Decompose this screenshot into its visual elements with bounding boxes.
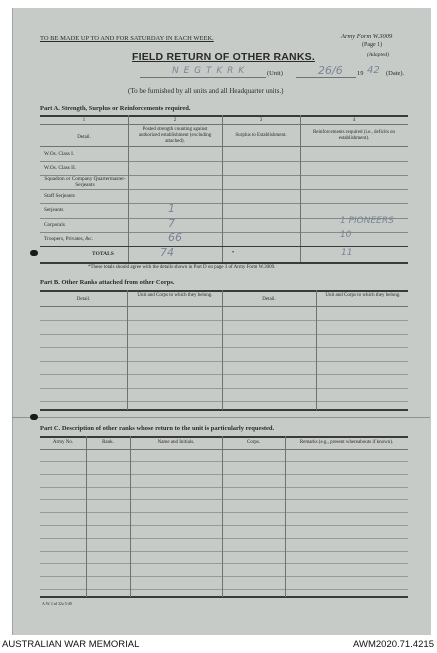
part-a-bottom-rule xyxy=(40,262,408,264)
page-fold xyxy=(12,417,430,418)
part-b-col-divider xyxy=(222,290,223,410)
col-header-detail: Detail. xyxy=(77,135,91,140)
total-posted: 74 xyxy=(160,246,174,259)
blank-row-rule xyxy=(40,461,408,462)
part-b-col-header: Unit and Corps to which they belong. xyxy=(325,293,401,298)
blank-row-rule xyxy=(40,551,408,552)
row-posted-value: 1 xyxy=(168,202,175,216)
year-prefix: 19 xyxy=(357,70,364,77)
row-detail: Corporals xyxy=(44,221,65,228)
part-c-col-header: Army No. xyxy=(52,440,74,445)
blank-row-rule xyxy=(40,487,408,488)
part-c-head-rule xyxy=(40,449,408,450)
part-a-top-rule xyxy=(40,115,408,117)
blank-row-rule xyxy=(40,589,408,590)
part-b-col-header: Detail. xyxy=(262,297,276,302)
part-c-col-header: Corps. xyxy=(246,440,261,445)
blank-row-rule xyxy=(40,401,408,402)
blank-row-rule xyxy=(40,576,408,577)
row-detail: Troopers, Privates, &c. xyxy=(44,235,94,242)
part-a-num-rule xyxy=(40,124,408,125)
date-underline xyxy=(296,77,356,78)
unit-label: (Unit) xyxy=(267,70,283,77)
part-c-col-header: Remarks (e.g., present whereabouts if known). xyxy=(299,440,394,445)
totals-top-rule xyxy=(40,246,408,247)
punch-hole xyxy=(30,250,38,256)
date-value: 26/6 xyxy=(318,64,343,77)
archive-caption-left: AUSTRALIAN WAR MEMORIAL xyxy=(2,639,140,650)
row-reinforcement-value: 10 xyxy=(340,229,352,240)
col-header-reinforcements: Reinforcements required (i.e., deficits on establishment). xyxy=(312,130,396,141)
blank-row-rule xyxy=(40,563,408,564)
part-b-col-divider xyxy=(316,290,317,410)
part-c-bottom-rule xyxy=(40,596,408,598)
table-row-rule xyxy=(40,232,408,233)
unit-underline xyxy=(140,77,266,78)
part-b-title: Part B. Other Ranks attached from other Corps. xyxy=(40,279,175,286)
row-detail: W.Os. Class II. xyxy=(44,165,77,172)
table-row-rule xyxy=(40,189,408,190)
col-number: 1 xyxy=(82,118,86,123)
row-detail: Squadron or Company Quartermaster-Serjeants xyxy=(44,176,126,189)
blank-row-rule xyxy=(40,334,408,335)
blank-row-rule xyxy=(40,538,408,539)
row-detail: W.Os. Class I. xyxy=(44,151,75,157)
blank-row-rule xyxy=(40,525,408,526)
form-title: FIELD RETURN OF OTHER RANKS. xyxy=(132,51,315,63)
table-row-rule xyxy=(40,161,408,162)
blank-row-rule xyxy=(40,499,408,500)
totals-label: TOTALS xyxy=(92,251,114,257)
part-b-col-divider xyxy=(127,290,128,410)
blank-row-rule xyxy=(40,361,408,362)
blank-row-rule xyxy=(40,512,408,513)
table-row-rule xyxy=(40,203,408,204)
part-b-top-rule xyxy=(40,290,408,292)
part-a-footnote: *These totals should agree with the details shown in Part D on page 3 of Army Form W.3009. xyxy=(88,265,276,270)
col-header-posted: Posted strength counting against authorized establishment (excluding attached). xyxy=(138,127,212,144)
blank-row-rule xyxy=(40,320,408,321)
adapted-note: (Adapted) xyxy=(367,52,389,58)
total-reinforcements: 11 xyxy=(341,248,353,258)
blank-row-rule xyxy=(40,374,408,375)
part-b-col-header: Detail. xyxy=(76,297,91,302)
col-number: 4 xyxy=(352,118,356,123)
date-label: (Date). xyxy=(386,70,405,77)
row-posted-value: 66 xyxy=(168,230,182,244)
part-b-col-header: Unit and Corps to which they belong. xyxy=(137,293,213,298)
form-id: Army Form W.3009 xyxy=(341,33,393,40)
part-a-head-rule xyxy=(40,146,408,147)
part-a-title: Part A. Strength, Surplus or Reinforcements required. xyxy=(40,105,191,112)
top-note: TO BE MADE UP TO AND FOR SATURDAY IN EACH WEEK. xyxy=(40,35,214,42)
archive-caption-right: AWM2020.71.4215 xyxy=(353,639,434,650)
col-header-surplus: Surplus to Establishment. xyxy=(235,133,287,138)
col-number: 2 xyxy=(173,118,177,123)
printer-note: A.W. Ltd 32a 5/40 xyxy=(42,601,72,606)
part-c-col-header: Rank. xyxy=(102,440,114,445)
part-b-head-rule xyxy=(40,306,408,307)
row-detail: Serjeants xyxy=(44,207,64,214)
part-c-top-rule xyxy=(40,436,408,438)
row-reinforcement-value: 1 PIONEERS xyxy=(340,215,394,226)
blank-row-rule xyxy=(40,388,408,389)
unit-value: N E G T K R K xyxy=(172,66,246,76)
col-number: 3 xyxy=(259,118,263,123)
part-c-col-header: Name and Initials. xyxy=(157,440,195,445)
part-b-bottom-rule xyxy=(40,409,408,411)
page-number: (Page 1) xyxy=(362,42,383,48)
total-surplus: • xyxy=(232,250,235,256)
furnish-note: (To be furnished by all units and all Headquarter units.) xyxy=(128,87,284,95)
punch-hole xyxy=(30,414,38,420)
blank-row-rule xyxy=(40,474,408,475)
year-value: 42 xyxy=(367,65,380,76)
row-detail: Staff Serjeants xyxy=(44,193,75,200)
row-posted-value: 7 xyxy=(168,216,175,230)
blank-row-rule xyxy=(40,347,408,348)
part-c-title: Part C. Description of other ranks whose return to the unit is particularly requested. xyxy=(40,425,275,432)
